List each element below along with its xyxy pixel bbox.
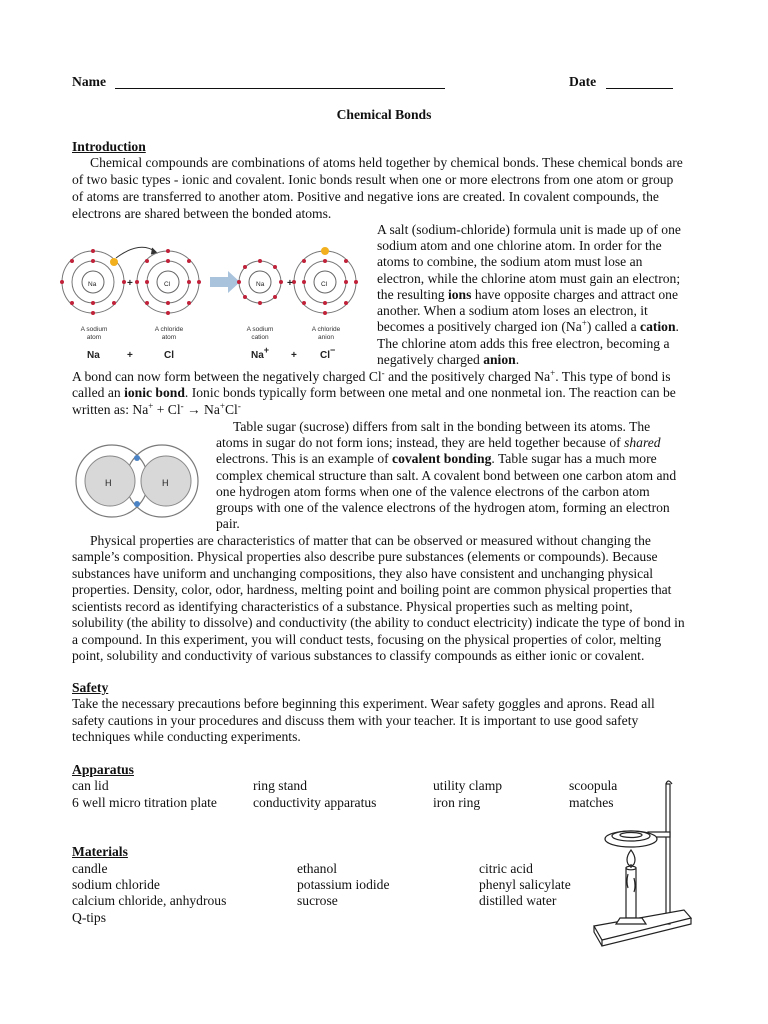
covalent-bond-diagram	[72, 437, 202, 525]
ionic-bond-line: called an ionic bond. Ionic bonds typically form between one metal and one nonmetal ion. The reaction can be	[72, 385, 676, 400]
salt-line: A salt (sodium-chloride) formula unit is made up of one	[377, 222, 681, 237]
apparatus-heading: Apparatus	[72, 762, 134, 777]
page-title: Chemical Bonds	[336, 107, 432, 122]
apparatus-item: conductivity apparatus	[253, 795, 377, 810]
ionic-bond-line: A bond can now form between the negatively charged Cl- and the positively charged Na+. This type of bond is	[72, 368, 671, 384]
properties-line: point, solubility and conductivity of various substances to classify compounds as either ionic or covalent.	[72, 648, 645, 663]
material-item: sodium chloride	[72, 877, 160, 892]
properties-line: properties. Density, color, odor, hardness, melting point and boiling point are common physical properties that	[72, 582, 672, 597]
covalent-line: atoms in sugar do not form ions; instead, they are held together because of shared	[216, 435, 661, 450]
shared-electron-icon	[134, 501, 140, 507]
salt-line: the resulting ions have opposite charges and attract one	[377, 287, 679, 302]
na-symbol: Na	[88, 281, 97, 288]
label-cl-ion: Cl−	[320, 345, 336, 361]
plus-sign: +	[127, 278, 133, 289]
salt-line: becomes a positively charged ion (Na+) called a cation.	[377, 318, 679, 334]
covalent-line: electrons. This is an example of covalent bonding. Table sugar has a much more	[216, 451, 657, 466]
material-item: sucrose	[297, 893, 338, 908]
apparatus-item: iron ring	[433, 795, 481, 810]
apparatus-item: can lid	[72, 778, 109, 793]
salt-line: negatively charged anion.	[377, 352, 520, 367]
intro-line: Chemical compounds are combinations of atoms held together by chemical bonds. These chemical bonds are	[90, 155, 683, 170]
gained-electron-star-icon	[321, 247, 329, 255]
properties-line: solubility (the ability to dissolve) and conductivity (the ability to conduct electricity) indicate the type of bond in	[72, 615, 685, 630]
properties-line: a compound. In this experiment, you will conduct tests, focusing on the physical properties of color, melting	[72, 632, 662, 647]
h-label: H	[105, 478, 112, 488]
apparatus-item: matches	[569, 795, 614, 810]
material-item: ethanol	[297, 861, 338, 876]
safety-line: Take the necessary precautions before beginning this experiment. Wear safety goggles and aprons. Read all	[72, 696, 655, 711]
material-item: Q-tips	[72, 910, 106, 925]
apparatus-item: utility clamp	[433, 778, 503, 793]
safety-line: safety cautions in your procedures and discuss them with your teacher. It is important to use good safety	[72, 713, 639, 728]
material-item: phenyl salicylate	[479, 877, 571, 892]
covalent-line: one hydrogen atom forms when one of the valence electrons of the carbon atom	[216, 484, 650, 499]
date-blank[interactable]	[606, 88, 673, 89]
salt-line: atoms to combine, the sodium atom must lose an	[377, 254, 643, 269]
covalent-line: groups with one of the valence electrons of the hydrogen atom, forming an electron	[216, 500, 670, 515]
caption-chloride-anion: A chloride anion	[311, 326, 341, 341]
covalent-line: complex chemical structure than salt. A covalent bond between one carbon atom and	[216, 468, 677, 483]
ionic-bond-diagram	[60, 238, 365, 326]
electron-star-icon	[110, 258, 118, 266]
intro-line: of atoms are transferred to another atom. Positive and negative ions are created. In covalent compounds, the	[72, 189, 659, 204]
caption-sodium-atom: A sodium atom	[80, 326, 108, 341]
h-label: H	[162, 478, 169, 488]
material-item: potassium iodide	[297, 877, 390, 892]
caption-chloride-atom: A chloride atom	[154, 326, 184, 341]
flame-icon	[627, 850, 635, 866]
label-cl: Cl	[164, 350, 174, 361]
materials-heading: Materials	[72, 844, 128, 859]
caption-sodium-cation: A sodium cation	[246, 326, 274, 341]
covalent-line: pair.	[216, 516, 240, 531]
material-item: candle	[72, 861, 108, 876]
salt-line: another. When a sodium atom loses an electron, it	[377, 303, 648, 318]
date-label: Date	[569, 74, 597, 89]
apparatus-item: ring stand	[253, 778, 307, 793]
salt-line: sodium atom and one chlorine atom. In order for the	[377, 238, 662, 253]
properties-line: scientists record as identifying characteristics of a substance. Physical properties such as melting point,	[72, 599, 633, 614]
material-item: calcium chloride, anhydrous	[72, 893, 227, 908]
na-cation-symbol: Na	[256, 281, 265, 288]
covalent-line: Table sugar (sucrose) differs from salt in the bonding between its atoms. The	[233, 419, 651, 434]
name-blank[interactable]	[115, 88, 445, 89]
salt-line: electron, while the chlorine atom must gain an electron;	[377, 271, 681, 286]
reaction-arrow-icon	[210, 271, 240, 293]
apparatus-item: 6 well micro titration plate	[72, 795, 217, 810]
reaction-equation: written as: Na+ + Cl- → Na+Cl-	[72, 401, 241, 417]
safety-heading: Safety	[72, 680, 109, 695]
properties-line: Physical properties are characteristics of matter that can be observed or measured without changing the	[90, 533, 651, 548]
material-item: citric acid	[479, 861, 533, 876]
properties-line: sample’s composition. Physical properties also describe pure substances (elements or compounds). Because	[72, 549, 658, 564]
ring-stand-candle-illustration	[586, 778, 701, 958]
label-na-ion: Na+	[251, 345, 270, 361]
plus-sign: +	[287, 278, 293, 289]
salt-line: The chlorine atom adds this free electron, becoming a	[377, 336, 670, 351]
material-item: distilled water	[479, 893, 557, 908]
safety-line: techniques while conducting experiments.	[72, 729, 301, 744]
properties-line: substances have uniform and unchanging compositions, they also have consistent and unchanging physical	[72, 566, 654, 581]
shared-electron-icon	[134, 455, 140, 461]
name-label: Name	[72, 74, 106, 89]
stand-rod-icon	[666, 784, 670, 924]
cl-anion-symbol: Cl	[321, 281, 328, 288]
introduction-heading: Introduction	[72, 139, 146, 154]
apparatus-item: scoopula	[569, 778, 618, 793]
intro-line: of two basic types - ionic and covalent. Ionic bonds result when one or more electrons from one atom or group	[72, 172, 674, 187]
intro-line: electrons are shared between the bonded atoms.	[72, 206, 332, 221]
label-plus: +	[291, 350, 297, 361]
label-plus: +	[127, 350, 133, 361]
label-na: Na	[87, 350, 100, 361]
cl-symbol: Cl	[164, 281, 171, 288]
